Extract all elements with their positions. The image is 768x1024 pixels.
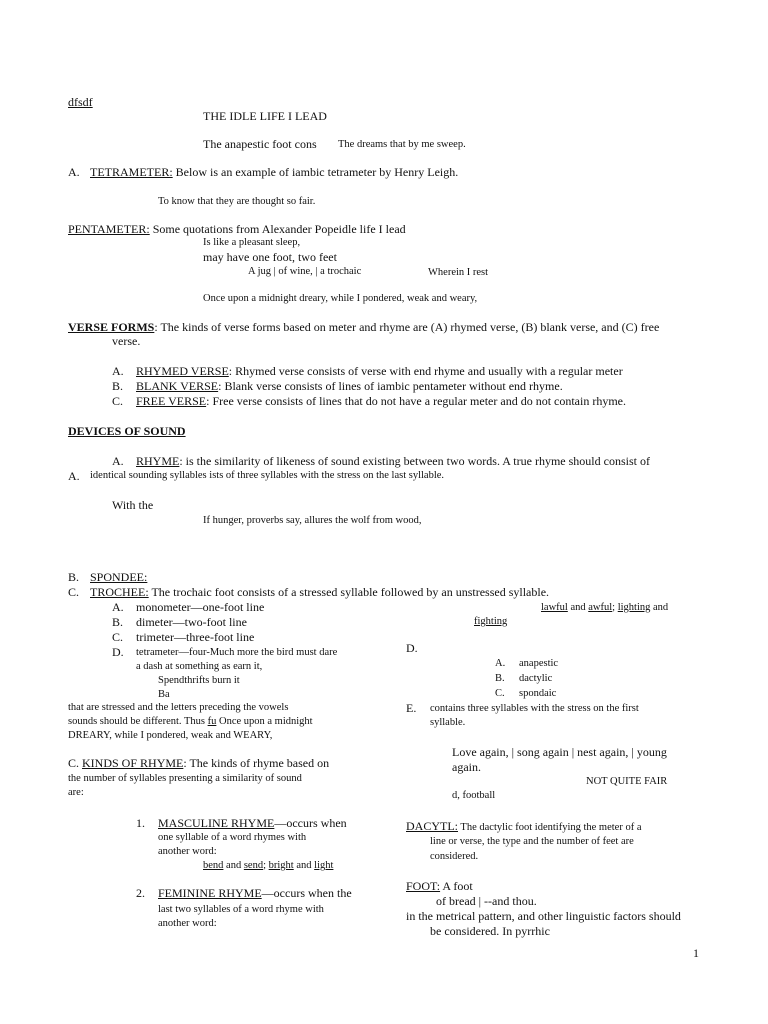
dacytl-text-2: line or verse, the type and the number of feet are bbox=[430, 836, 634, 847]
jug-line: A jug | of wine, | a trochaic bbox=[248, 266, 362, 277]
masculine-text: —occurs when bbox=[274, 816, 347, 830]
page-number: 1 bbox=[693, 946, 699, 960]
semicolon: ; bbox=[612, 602, 618, 613]
spondee-label: SPONDEE: bbox=[90, 570, 148, 584]
pentameter-label: PENTAMETER: bbox=[68, 222, 150, 236]
meter-item: trimeter—three-foot line bbox=[136, 630, 255, 644]
bright-word: bright bbox=[268, 860, 294, 871]
bend-word: bend bbox=[203, 860, 224, 871]
masculine-label: MASCULINE RHYME bbox=[158, 816, 275, 830]
foot-type-item: spondaic bbox=[519, 688, 557, 699]
lawful-word: lawful bbox=[541, 602, 568, 613]
trochee-text: The trochaic foot consists of a stressed syllable followed by an unstressed syllable. bbox=[148, 585, 550, 599]
header-scribble: dfsdf bbox=[68, 95, 93, 109]
right-e-letter: E. bbox=[406, 701, 417, 715]
rhyme-letter: A. bbox=[112, 454, 124, 468]
verse-forms-text: : The kinds of verse forms based on meter and rhyme are (A) rhymed verse, (B) blank verse, and (C) free bbox=[154, 320, 660, 334]
fighting-word: fighting bbox=[474, 616, 508, 627]
rhyme-text: : is the similarity of likeness of sound existing between two words. A true rhyme should consist of bbox=[179, 454, 650, 468]
dacytl-text-3: considered. bbox=[430, 851, 479, 862]
meter-letter: C. bbox=[112, 630, 124, 644]
masculine-text-3: another word: bbox=[158, 846, 217, 857]
tetrameter-text: Below is an example of iambic tetrameter by Henry Leigh. bbox=[172, 165, 459, 179]
pentameter-text: Some quotations from Alexander Popeidle life I lead bbox=[149, 222, 406, 236]
masculine-number: 1. bbox=[136, 816, 145, 830]
spondee-letter: B. bbox=[68, 570, 80, 584]
meter-item: monometer—one-foot line bbox=[136, 600, 265, 614]
free-verse-text: : Free verse consists of lines that do not have a regular meter and do not contain rhyme. bbox=[206, 394, 627, 408]
trochee-paragraph bbox=[90, 585, 549, 599]
dreary-line: DREARY, while I pondered, weak and WEARY, bbox=[68, 730, 273, 741]
trochee-label: TROCHEE: bbox=[90, 585, 149, 599]
anapestic-line: The anapestic foot cons bbox=[203, 137, 317, 151]
kinds-letter: C. bbox=[68, 756, 80, 770]
free-verse-letter: C. bbox=[112, 394, 124, 408]
tetrameter-label: TETRAMETER: bbox=[90, 165, 173, 179]
rhymed-verse-item bbox=[136, 364, 623, 378]
lighting-word: lighting bbox=[617, 602, 651, 613]
right-d-letter: D. bbox=[406, 641, 418, 655]
meter-letter: A. bbox=[112, 600, 124, 614]
dacytl-text: The dactylic foot identifying the meter of a bbox=[458, 822, 642, 833]
midnight-quote: Once upon a midnight dreary, while I pondered, weak and weary, bbox=[203, 293, 478, 304]
feminine-text-2: last two syllables of a word rhyme with bbox=[158, 904, 324, 915]
with-the: With the bbox=[112, 498, 154, 512]
document-title: THE IDLE LIFE I LEAD bbox=[203, 109, 327, 123]
free-verse-item bbox=[136, 394, 626, 408]
metrical-line: in the metrical pattern, and other linguistic factors should bbox=[406, 909, 681, 923]
dreams-line: The dreams that by me sweep. bbox=[338, 139, 466, 150]
tetrameter-paragraph bbox=[90, 165, 458, 179]
pentameter-line2: may have one foot, two feet bbox=[203, 250, 337, 264]
semicolon: ; bbox=[263, 860, 269, 871]
and-word: and bbox=[567, 602, 589, 613]
kinds-text-2: the number of syllables presenting a similarity of sound bbox=[68, 773, 302, 784]
meter-letter: B. bbox=[112, 615, 124, 629]
feminine-label: FEMININE RHYME bbox=[158, 886, 262, 900]
dacytl-paragraph bbox=[406, 819, 642, 835]
kinds-paragraph bbox=[68, 756, 329, 770]
light-word: light bbox=[314, 860, 334, 871]
foot-type-item: dactylic bbox=[519, 673, 553, 684]
verse-forms-paragraph bbox=[68, 320, 659, 334]
spendthrifts-line: Spendthrifts burn it bbox=[158, 675, 240, 686]
and-word: and bbox=[293, 860, 315, 871]
foot-label: FOOT: bbox=[406, 879, 441, 893]
rhymed-verse-label: RHYMED VERSE bbox=[136, 364, 229, 378]
verse-forms-label: VERSE FORMS bbox=[68, 320, 155, 334]
right-e-text-cont: syllable. bbox=[430, 717, 466, 728]
kinds-text: : The kinds of rhyme based on bbox=[183, 756, 330, 770]
feminine-number: 2. bbox=[136, 886, 145, 900]
rhyme-text-cont: identical sounding syllables ists of three syllables with the stress on the last syllable. bbox=[90, 470, 445, 481]
masculine-paragraph bbox=[158, 816, 347, 830]
bread-line: of bread | --and thou. bbox=[436, 894, 537, 908]
right-e-text: contains three syllables with the stress on the first bbox=[430, 703, 639, 714]
foot-type-item: anapestic bbox=[519, 658, 559, 669]
verse-forms-text-cont: verse. bbox=[112, 334, 141, 348]
masculine-text-2: one syllable of a word rhymes with bbox=[158, 832, 307, 843]
stressed-text: sounds should be different. Thus bbox=[68, 716, 208, 727]
wherein-line: Wherein I rest bbox=[428, 267, 489, 278]
meter-item: dimeter—two-foot line bbox=[136, 615, 247, 629]
ba-line: Ba bbox=[158, 689, 170, 700]
stressed-line-1: that are stressed and the letters preceding the vowels bbox=[68, 702, 289, 713]
stressed-line-2 bbox=[68, 715, 313, 729]
foot-type-letter: B. bbox=[495, 673, 505, 684]
rhymed-verse-text: : Rhymed verse consists of verse with end rhyme and usually with a regular meter bbox=[228, 364, 623, 378]
tetrameter-letter: A. bbox=[68, 165, 80, 179]
stressed-text-end: Once upon a midnight bbox=[216, 716, 313, 727]
foot-text: A foot bbox=[440, 879, 473, 893]
foot-type-letter: A. bbox=[495, 658, 506, 669]
meter-letter: D. bbox=[112, 645, 124, 659]
feminine-text-3: another word: bbox=[158, 918, 217, 929]
rhyme-paragraph bbox=[136, 454, 650, 468]
foot-paragraph bbox=[406, 879, 473, 893]
trochee-letter: C. bbox=[68, 585, 80, 599]
blank-verse-letter: B. bbox=[112, 379, 124, 393]
awful-word: awful bbox=[588, 602, 613, 613]
blank-verse-text: : Blank verse consists of lines of iambic pentameter without end rhyme. bbox=[218, 379, 563, 393]
blank-verse-label: BLANK VERSE bbox=[136, 379, 219, 393]
bend-send-line bbox=[203, 859, 333, 873]
feminine-paragraph bbox=[158, 886, 352, 900]
hunger-quote: If hunger, proverbs say, allures the wolf from wood, bbox=[203, 515, 422, 526]
send-word: send bbox=[243, 860, 264, 871]
rhyme-label: RHYME bbox=[136, 454, 180, 468]
free-verse-label: FREE VERSE bbox=[136, 394, 207, 408]
and-word: and bbox=[650, 602, 669, 613]
kinds-label: KINDS OF RHYME bbox=[82, 756, 184, 770]
football-line: d, football bbox=[452, 790, 496, 801]
and-word: and bbox=[223, 860, 244, 871]
love-again-line-2: again. bbox=[452, 760, 481, 774]
rhyme-letter-2: A. bbox=[68, 469, 80, 483]
feminine-text: —occurs when the bbox=[261, 886, 352, 900]
not-quite-fair: NOT QUITE FAIR bbox=[586, 776, 668, 787]
dacytl-label: DACYTL: bbox=[406, 819, 458, 833]
pyrrhic-line: be considered. In pyrrhic bbox=[430, 924, 550, 938]
rhymed-verse-letter: A. bbox=[112, 364, 124, 378]
fu-word: fu bbox=[207, 716, 217, 727]
foot-type-letter: C. bbox=[495, 688, 505, 699]
dash-line: a dash at something as earn it, bbox=[136, 661, 263, 672]
tetrameter-quote: To know that they are thought so fair. bbox=[158, 196, 316, 207]
lawful-awful-line bbox=[541, 601, 668, 615]
blank-verse-item bbox=[136, 379, 563, 393]
pentameter-paragraph bbox=[68, 222, 406, 236]
love-again-line: Love again, | song again | nest again, | young bbox=[452, 745, 667, 759]
meter-item: tetrameter—four-Much more the bird must dare bbox=[136, 647, 338, 658]
kinds-text-3: are: bbox=[68, 787, 84, 798]
pentameter-line1: Is like a pleasant sleep, bbox=[203, 237, 301, 248]
devices-heading: DEVICES OF SOUND bbox=[68, 424, 186, 438]
